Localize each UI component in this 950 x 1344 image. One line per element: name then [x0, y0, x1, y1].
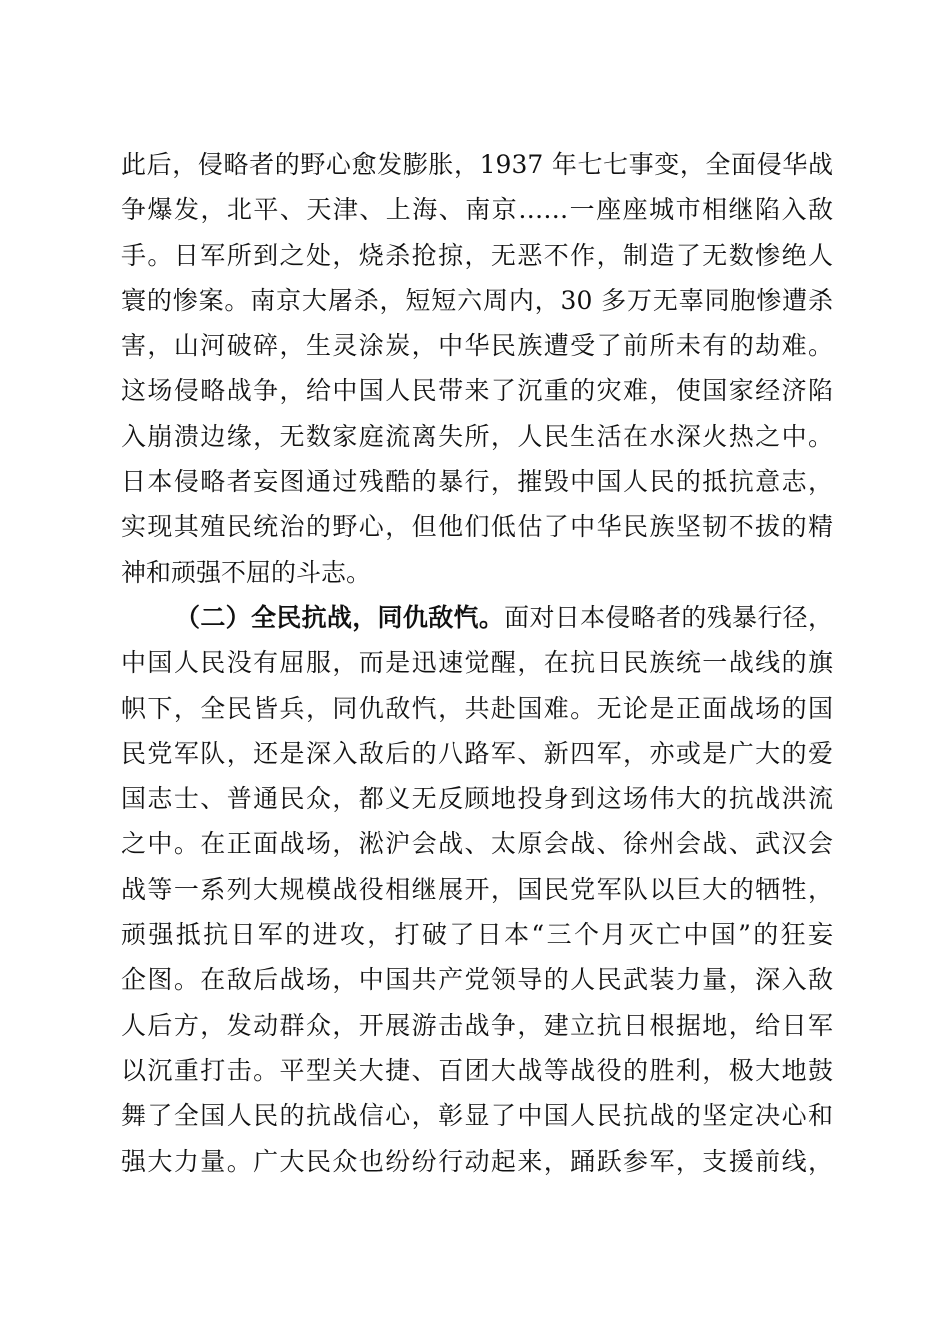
paragraph1-line: 实现其殖民统治的野心，但他们低估了中华民族坚韧不拔的精	[121, 512, 833, 542]
paragraph2-first-line-text: 面对日本侵略者的残暴行径，	[504, 602, 833, 632]
paragraph2-line: 企图。在敌后战场，中国共产党领导的人民武装力量，深入敌	[121, 965, 833, 995]
paragraph2-line: 以沉重打击。平型关大捷、百团大战等战役的胜利，极大地鼓	[121, 1055, 833, 1085]
paragraph2-line: 帜下，全民皆兵，同仇敌忾，共赴国难。无论是正面战场的国	[121, 693, 833, 723]
paragraph1-line: 害，山河破碎，生灵涂炭，中华民族遭受了前所未有的劫难。	[121, 331, 833, 361]
paragraph1-line: 手。日军所到之处，烧杀抢掠，无恶不作，制造了无数惨绝人	[121, 240, 833, 270]
paragraph2-line: 中国人民没有屈服，而是迅速觉醒，在抗日民族统一战线的旗	[121, 648, 833, 678]
paragraph1-line: 入崩溃边缘，无数家庭流离失所，人民生活在水深火热之中。	[121, 421, 833, 451]
paragraph2-line: 舞了全国人民的抗战信心，彰显了中国人民抗战的坚定决心和	[121, 1101, 833, 1131]
paragraph2-line: 人后方，发动群众，开展游击战争，建立抗日根据地，给日军	[121, 1010, 833, 1040]
section-heading: （二）全民抗战，同仇敌忾。	[175, 602, 505, 632]
paragraph2-first-line	[121, 595, 833, 640]
paragraph1-line: 日本侵略者妄图通过残酷的暴行，摧毁中国人民的抵抗意志，	[121, 467, 833, 497]
paragraph1-line: 寰的惨案。南京大屠杀，短短六周内，30 多万无辜同胞惨遭杀	[121, 285, 833, 315]
paragraph1-line: 此后，侵略者的野心愈发膨胀，1937 年七七事变，全面侵华战	[121, 150, 833, 179]
paragraph1-line: 争爆发，北平、天津、上海、南京……一座座城市相继陷入敌	[121, 195, 833, 225]
paragraph2-line: 国志士、普通民众，都义无反顾地投身到这场伟大的抗战洪流	[121, 784, 833, 814]
document-body	[121, 142, 833, 1184]
paragraph2-line: 之中。在正面战场，淞沪会战、太原会战、徐州会战、武汉会	[121, 829, 833, 859]
paragraph2-line: 民党军队，还是深入敌后的八路军、新四军，亦或是广大的爱	[121, 738, 833, 768]
paragraph1-line: 这场侵略战争，给中国人民带来了沉重的灾难，使国家经济陷	[121, 376, 833, 406]
paragraph2-line: 战等一系列大规模战役相继展开，国民党军队以巨大的牺牲，	[121, 874, 833, 904]
paragraph2-line: 强大力量。广大民众也纷纷行动起来，踊跃参军，支援前线，	[121, 1146, 833, 1176]
paragraph2-line: 顽强抵抗日军的进攻，打破了日本“三个月灭亡中国”的狂妄	[121, 920, 833, 950]
paragraph1-last-line: 神和顽强不屈的斗志。	[121, 557, 372, 587]
